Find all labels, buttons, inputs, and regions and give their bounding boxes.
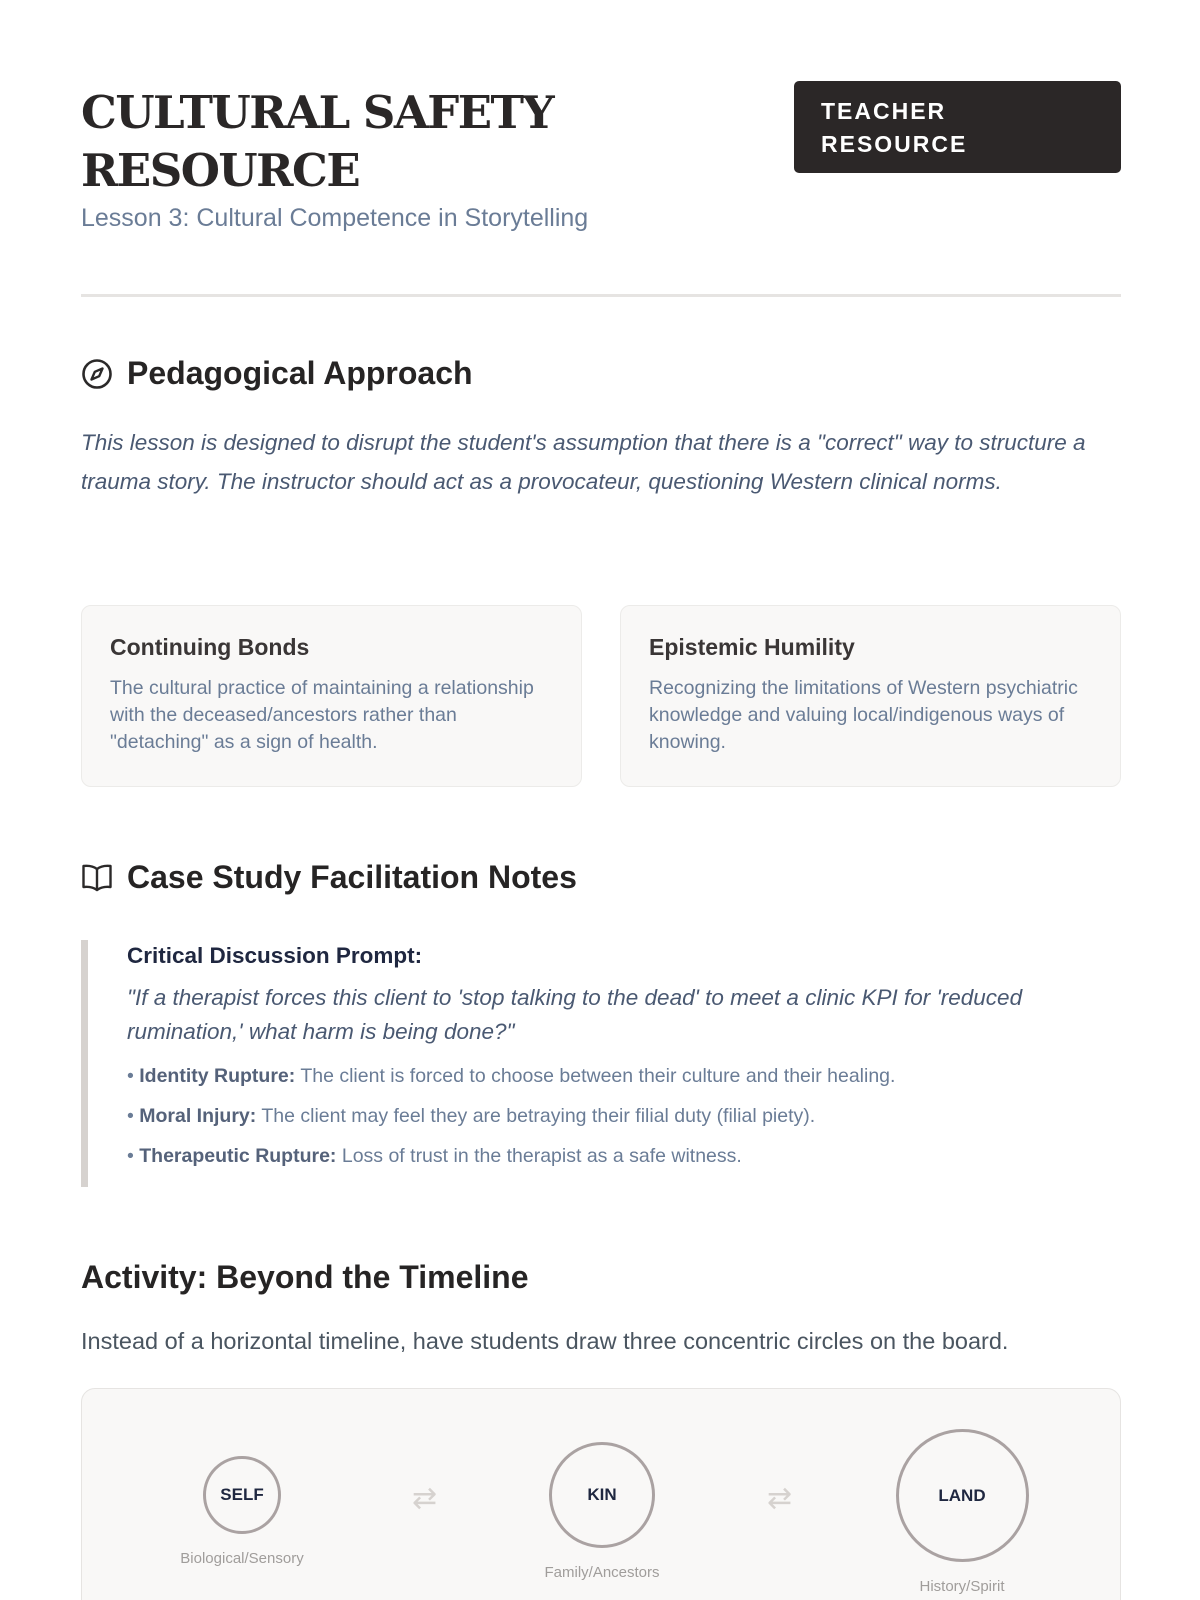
harm-term: Moral Injury: xyxy=(139,1105,257,1127)
prompt-label: Critical Discussion Prompt: xyxy=(127,943,423,968)
circle-caption: History/Spirit xyxy=(919,1578,1005,1595)
harm-text: Loss of trust in the therapist as a safe witness. xyxy=(341,1145,742,1167)
pedagogy-intro: This lesson is designed to disrupt the student's assumption that there is a "correct" way to structure a trauma story. The instructor should act as a provocateur, questioning Western clinical norms. xyxy=(81,430,1086,494)
concept-card-continuing-bonds xyxy=(81,605,582,787)
circle-land: LAND xyxy=(896,1429,1029,1562)
list-item: • Identity Rupture: The client is forced to choose between their culture and their healing. xyxy=(127,1065,896,1087)
concept-cards xyxy=(81,605,1121,787)
concentric-circles-diagram xyxy=(81,1388,1121,1600)
header-divider xyxy=(81,294,1121,297)
circle-self: SELF xyxy=(203,1456,281,1534)
concept-card-epistemic-humility xyxy=(620,605,1121,787)
harm-list xyxy=(127,1063,1121,1170)
pedagogy-section-heading xyxy=(81,355,473,392)
circle-node-self xyxy=(162,1456,322,1567)
concept-card-text: Recognizing the limitations of Western psychiatric knowledge and valuing local/indigenous ways of knowing. xyxy=(649,677,1078,753)
page-subtitle: Lesson 3: Cultural Competence in Storytelling xyxy=(81,204,589,232)
open-book-icon xyxy=(81,862,113,894)
circle-caption: Family/Ancestors xyxy=(544,1564,660,1581)
list-item: • Therapeutic Rupture: Loss of trust in the therapist as a safe witness. xyxy=(127,1145,742,1167)
circle-node-land xyxy=(882,1429,1042,1595)
circle-kin: KIN xyxy=(549,1442,655,1548)
discussion-prompt-block xyxy=(81,940,1121,1187)
activity-heading: Activity: Beyond the Timeline xyxy=(81,1259,529,1295)
circle-caption: Biological/Sensory xyxy=(180,1550,304,1567)
teacher-resource-badge: TEACHER RESOURCE xyxy=(794,81,1121,173)
exchange-arrow-icon: ⇄ xyxy=(412,1482,438,1515)
activity-description: Instead of a horizontal timeline, have students draw three concentric circles on the board. xyxy=(81,1328,1009,1354)
case-study-heading: Case Study Facilitation Notes xyxy=(127,859,577,895)
harm-term: Identity Rupture: xyxy=(139,1065,296,1087)
harm-term: Therapeutic Rupture: xyxy=(139,1145,337,1167)
concept-card-title: Epistemic Humility xyxy=(649,634,855,660)
prompt-quote: "If a therapist forces this client to 'stop talking to the dead' to meet a clinic KPI for 'reduced rumination,' what harm is being done?" xyxy=(127,985,1023,1044)
compass-icon xyxy=(81,358,113,390)
harm-text: The client is forced to choose between their culture and their healing. xyxy=(300,1065,896,1087)
page-title: CULTURAL SAFETY RESOURCE xyxy=(81,86,554,197)
concept-card-title: Continuing Bonds xyxy=(110,634,310,660)
circle-node-kin xyxy=(522,1442,682,1581)
case-study-section-heading xyxy=(81,859,577,896)
pedagogy-heading: Pedagogical Approach xyxy=(127,355,473,391)
list-item: • Moral Injury: The client may feel they are betraying their filial duty (filial piety). xyxy=(127,1105,816,1127)
harm-text: The client may feel they are betraying their filial duty (filial piety). xyxy=(261,1105,816,1127)
concept-card-text: The cultural practice of maintaining a relationship with the deceased/ancestors rather than "detaching" as a sign of health. xyxy=(110,677,534,753)
exchange-arrow-icon: ⇄ xyxy=(767,1482,793,1515)
